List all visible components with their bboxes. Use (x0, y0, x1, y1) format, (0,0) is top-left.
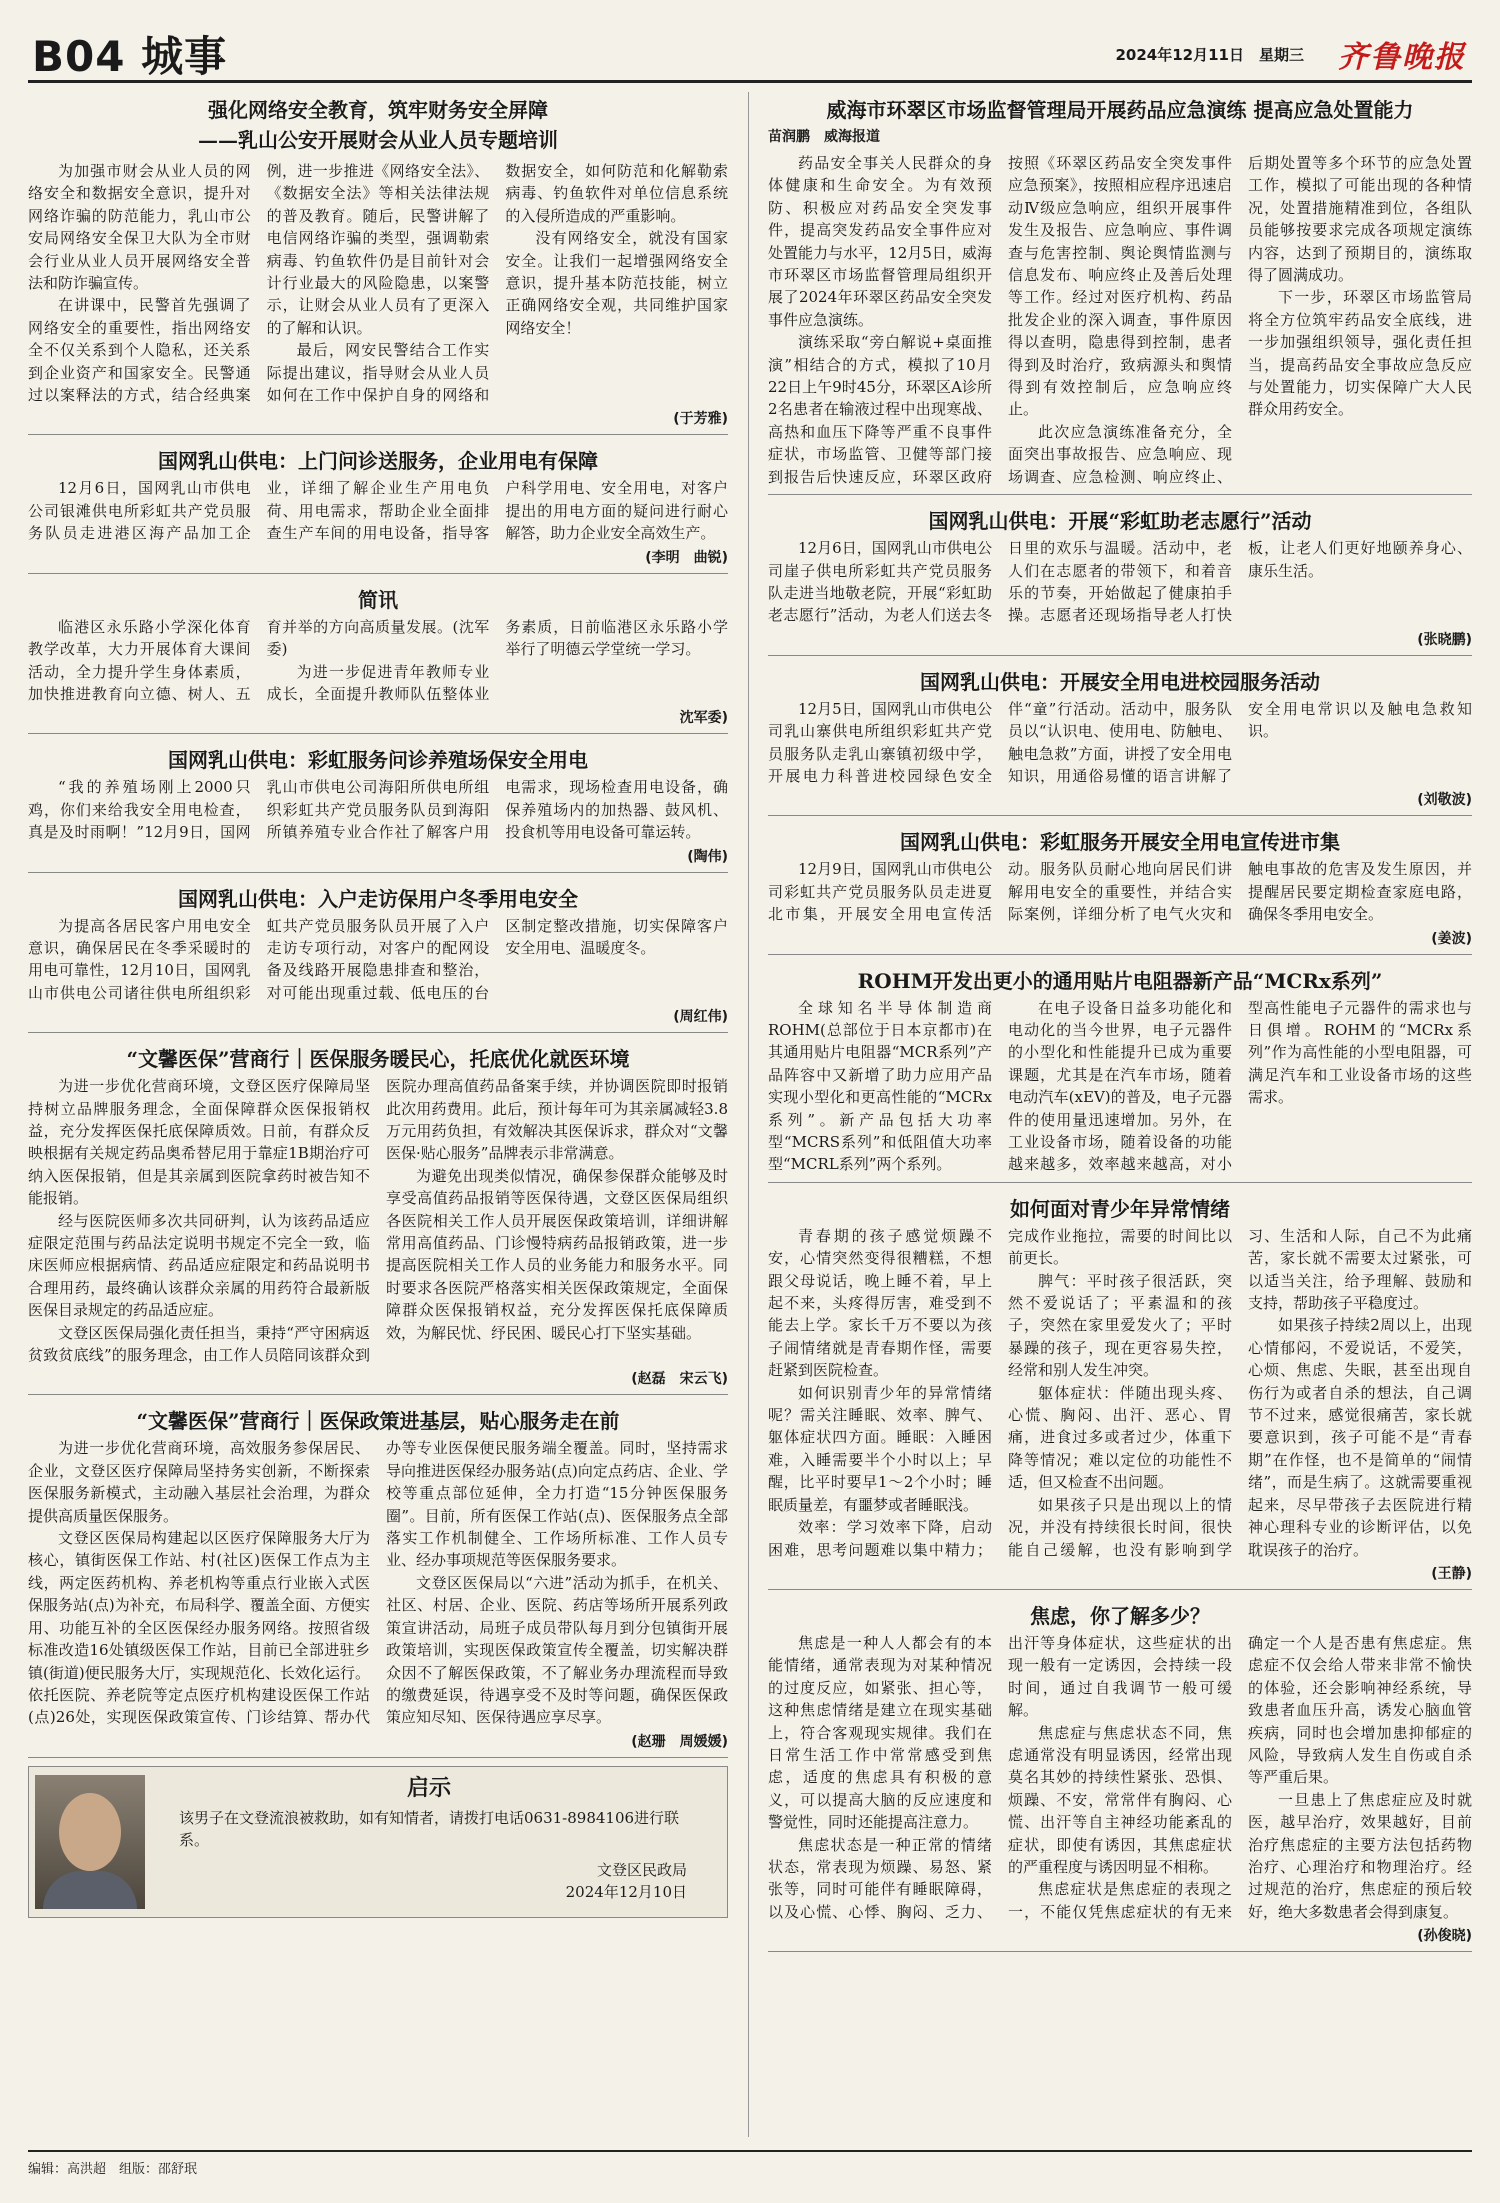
article-body (768, 152, 1472, 488)
article (768, 92, 1472, 495)
article-body (28, 915, 728, 1005)
paragraph: 躯体症状：伴随出现头疼、心慌、胸闷、出汗、恶心、胃痛，进食过多或者过少，体重下降等情况；难以定位的功能性不适，但又检查不出问题。 (1008, 1383, 1232, 1492)
article (28, 92, 728, 435)
article (768, 963, 1472, 1183)
notice-body: 该男子在文登流浪被救助，如有知情者，请拨打电话0631-8984106进行联系。 (179, 1808, 680, 1849)
article-body (28, 477, 728, 544)
missing-person-photo (35, 1775, 145, 1909)
paragraph: “我的养殖场刚上2000只鸡，你们来给我安全用电检查，真是及时雨啊！”12月9日，国网乳山市供电公司海阳所供电所组织彩虹共产党员服务队员到海阳所镇养殖专业合作社了解客户用电需求，现场检查用电设备，确保养殖场内的加热器、鼓风机、投食机等用电设备可靠运转。 (28, 778, 728, 842)
newspaper-logo: 齐鲁晚报 (1338, 40, 1466, 75)
article-body (28, 160, 728, 406)
article-signature: (李明 曲锐) (645, 549, 728, 566)
paragraph: 焦虑是一种人人都会有的本能情绪，通常表现为对某种情况的过度反应，如紧张、担心等，这种焦虑情绪是建立在现实基础上，符合客观现实规律。我们在日常生活工作中常常感受到焦虑，适度的焦虑具有积极的意义，可以提高大脑的反应速度和警觉性，同时还能提高注意力。 (768, 1633, 992, 1832)
article-body (768, 997, 1472, 1176)
article-body (768, 1225, 1472, 1561)
paragraph: 此次应急演练准备充分，全面突出事故报告、应急响应、现场调查、应急检测、响应终止、后期处置等多个环节的应急处置工作，模拟了可能出现的各种情况，处置措施精准到位，各组队员能够按要求完成各项规定演练内容，达到了预期目的，演练取得了圆满成功。 (1008, 154, 1472, 486)
paragraph: 焦虑症状是焦虑症的表现之一，不能仅凭焦虑症状的有无来确定一个人是否患有焦虑症。焦虑症不仅会给人带来非常不愉快的体验，还会影响神经系统，导致患者血压升高，诱发心脑血管疾病，同时也会增加患抑郁症的风险，导致病人发生自伤或自杀等严重后果。 (1008, 1633, 1472, 1921)
right-column (768, 92, 1472, 1960)
article-signature: (赵珊 周媛媛) (631, 1733, 728, 1750)
article-title: 简讯 (358, 587, 398, 612)
column-divider (748, 92, 749, 2137)
paragraph: 12月6日，国网乳山市供电公司崖子供电所彩虹共产党员服务队走进当地敬老院，开展“彩虹助老志愿行”活动，为老人们送去冬日里的欢乐与温暖。活动中，老人们在志愿者的带领下，和着音乐的节奏，开始做起了健康拍手操。志愿者还现场指导老人打快板，让老人们更好地颐养身心、康乐生活。 (768, 539, 1472, 625)
article-body (28, 1437, 728, 1728)
body-shape (43, 1871, 137, 1909)
paragraph: 文登区医保局强化责任担当，秉持“严守困病返贫致贫底线”的服务理念，由工作人员陪同该群众到医院办理高值药品备案手续，并协调医院即时报销此次用药费用。此后，预计每年可为其亲属减轻3.8万元用药负担，有效解决其医保诉求，群众对“文馨医保·贴心服务”品牌表示非常满意。 (28, 1077, 728, 1365)
article-signature: (刘敬波) (1417, 792, 1472, 809)
article-body (28, 776, 728, 843)
article (768, 503, 1472, 656)
article-signature: (周红伟) (673, 1009, 728, 1026)
article-signature: (孙俊晓) (1417, 1928, 1472, 1945)
paragraph: 焦虑症与焦虑状态不同，焦虑通常没有明显诱因，经常出现莫名其妙的持续性紧张、恐惧、烦躁、不安，常常伴有胸闷、心慌、出汗等自主神经功能紊乱的症状，即使有诱因，其焦虑症状的严重程度与诱因明显不相称。 (1008, 1723, 1232, 1876)
paragraph: 文登区医保局以“六进”活动为抓手，在机关、社区、村居、企业、医院、药店等场所开展系列政策宣讲活动，局班子成员带队每月到分包镇街开展政策培训，实现医保政策宣传全覆盖，切实解决群众因不了解医保政策，不了解业务办理流程而导致的缴费延误，待遇享受不及时等问题，确保医保政策应知尽知、医保待遇应享尽享。 (386, 1573, 728, 1727)
article-title: “文馨医保”营商行｜医保服务暖民心，托底优化就医环境 (126, 1047, 630, 1072)
article-signature: (张晓鹏) (1417, 631, 1472, 648)
paragraph: 在讲课中，民警首先强调了网络安全的重要性，指出网络安全不仅关系到个人隐私，还关系到企业资产和国家安全。民警通过以案释法的方式，结合经典案例，进一步推进《网络安全法》、《数据安全法》等相关法律法规的普及教育。随后，民警讲解了电信网络诈骗的类型，强调勒索病毒、钓鱼软件仍是目前针对会计行业最大的风险隐患，以案警示，让财会从业人员有了更深入的了解和认识。 (28, 162, 490, 405)
article-signature: (姜波) (1431, 930, 1472, 947)
page-footer: 编辑：高洪超 组版：邵舒珉 (28, 2150, 1472, 2177)
paragraph: 效率：学习效率下降，启动困难，思考问题难以集中精力；完成作业拖拉，需要的时间比以前更长。 (768, 1226, 1232, 1559)
paragraph: 脾气：平时孩子很活跃，突然不爱说话了；平素温和的孩子，突然在家里爱发火了；平时暴躁的孩子，现在更容易失控，经常和别人发生冲突。 (1008, 1271, 1232, 1380)
paragraph: 12月5日，国网乳山市供电公司乳山寨供电所组织彩虹共产党员服务队走乳山寨镇初级中学，开展电力科普进校园绿色安全伴“童”行活动。活动中，服务队员以“认识电、使用电、防触电、触电急救”方面，讲授了安全用电知识，用通俗易懂的语言讲解了安全用电常识以及触电急救知识。 (768, 699, 1472, 785)
article-signature: (于芳雅) (673, 411, 728, 428)
left-column (28, 92, 728, 1918)
paragraph: 如果孩子持续2周以上，出现心情郁闷，不爱说话，不爱笑，心烦、焦虑、失眠，甚至出现自伤行为或者自杀的想法，自己调节不过来，感觉很痛苦，家长就要意识到，孩子可能不是“青春期”在作怪，也不是简单的“闹情绪”，而是生病了。这就需要重视起来，尽早带孩子去医院进行精神心理科专业的诊断评估，以免耽误孩子的治疗。 (1248, 1316, 1472, 1559)
paragraph: 如何识别青少年的异常情绪呢？需关注睡眠、效率、脾气、躯体症状四方面。睡眠：入睡困难，入睡需要半个小时以上；早醒，比平时要早1～2个小时；睡眠质量差，有噩梦或者睡眠浅。 (768, 1383, 992, 1514)
article (28, 1041, 728, 1395)
notice-box (28, 1766, 728, 1918)
paragraph: 为进一步优化营商环境，文登区医疗保障局坚持树立品牌服务理念，全面保障群众医保报销权益，充分发挥医保托底保障质效。日前，有群众反映根据有关规定药品奥希替尼用于靠症1B期治疗可纳入医保报销，但是其亲属到医院拿药时被告知不能报销。 (28, 1077, 370, 1208)
paragraph: 下一步，环翠区市场监管局将全方位筑牢药品安全底线，进一步加强组织领导，强化责任担当，提高药品安全事故应急反应与处置能力，切实保障广大人民群众用药安全。 (1248, 288, 1472, 419)
paragraph: 12月6日，国网乳山市供电公司银滩供电所彩虹共产党员服务队员走进港区海产品加工企业，详细了解企业生产用电负荷、用电需求，帮助企业全面排查生产车间的用电设备，指导客户科学用电、安全用电，对客户提出的用电方面的疑问进行耐心解答，助力企业安全高效生产。 (28, 479, 728, 543)
article-title: 焦虑，你了解多少？ (1030, 1603, 1210, 1628)
article-title: 国网乳山供电：开展安全用电进校园服务活动 (920, 669, 1320, 694)
face-shape (59, 1793, 121, 1871)
paragraph: 为提高各居民客户用电安全意识，确保居民在冬季采暖时的用电可靠性，12月10日，国网乳山市供电公司诸往供电所组织彩虹共产党员服务队员开展了入户走访专项行动，对客户的配网设备及线路开展隐患排查和整治，对可能出现重过载、低电压的台区制定整改措施，切实保障客户安全用电、温暖度冬。 (28, 916, 728, 1002)
article-signature: (赵磊 宋云飞) (631, 1371, 728, 1388)
paragraph: 最后，网安民警结合工作实际提出建议，指导财会从业人员如何在工作中保护自身的网络和数据安全，如何防范和化解勒索病毒、钓鱼软件对单位信息系统的入侵所造成的严重影响。 (266, 162, 728, 405)
paragraph: 为进一步促进青年教师专业成长，全面提升教师队伍整体业务素质，日前临港区永乐路小学举行了明德云学堂统一学习。 (266, 617, 728, 703)
article-body (768, 698, 1472, 788)
article (768, 824, 1472, 954)
notice-org: 文登区民政局 (596, 1860, 687, 1879)
article-signature: 沈军委) (679, 710, 728, 727)
article-title: “文馨医保”营商行｜医保政策进基层，贴心服务走在前 (136, 1409, 620, 1434)
paragraph: 临港区永乐路小学深化体育教学改革，大力开展体育大课间活动，全力提升学生身体素质，加快推进教育向立德、树人、五育并举的方向高质量发展。(沈军委) (28, 617, 490, 703)
paragraph: 全球知名半导体制造商ROHM(总部位于日本京都市)在其通用贴片电阻器“MCR系列”产品阵容中又新增了助力应用产品实现小型化和更高性能的“MCRx系列”。新产品包括大功率型“MCRS系列”和低阻值大功率型“MCRL系列”两个系列。 (768, 998, 992, 1174)
article (28, 1403, 728, 1757)
article-body (768, 1632, 1472, 1923)
article-signature: (王静) (1431, 1565, 1472, 1582)
article-signature: (陶伟) (687, 848, 728, 865)
paragraph: 一旦患上了焦虑症应及时就医，越早治疗，效果越好，目前治疗焦虑症的主要方法包括药物治疗、心理治疗和物理治疗。经过规范的治疗，焦虑症的预后较好，绝大多数患者会得到康复。 (1248, 1790, 1472, 1921)
article (768, 1598, 1472, 1952)
article-body (768, 537, 1472, 627)
article-title: ROHM开发出更小的通用贴片电阻器新产品“MCRx系列” (857, 968, 1383, 993)
notice-date: 2024年12月10日 (565, 1882, 687, 1901)
paragraph: 文登区医保局构建起以区医疗保障服务大厅为核心，镇街医保工作站、村(社区)医保工作点为主线，两定医药机构、养老机构等重点行业嵌入式医保服务站(点)为补充，布局科学、覆盖全面、方便实用、功能互补的全区医保经办服务网络。按照省级标准改造16处镇级医保工作站，目前已全部进驻乡镇(街道)便民服务大厅，实现规范化、长效化运行。依托医院、养老院等定点医疗机构建设医保工作站(点)26处，实现医保政策宣传、门诊结算、帮办代办等专业医保便民服务端全覆盖。同时，坚持需求导向推进医保经办服务站(点)向定点药店、企业、学校等重点部位延伸，全力打造“15分钟医保服务圈”。目前，所有医保工作站(点)、医保服务点全部落实工作机制健全、工作场所标准、工作人员专业、经办事项规范等医保服务要求。 (28, 1439, 728, 1727)
page-number: B04 城事 (32, 32, 228, 81)
paragraph: 青春期的孩子感觉烦躁不安，心情突然变得很糟糕，不想跟父母说话，晚上睡不着，早上起不来，头疼得厉害，难受到不能去上学。家长千万不要以为孩子闹情绪就是青春期作怪，需要赶紧到医院检查。 (768, 1226, 992, 1380)
issue-date: 2024年12月11日 星期三 (1115, 46, 1304, 64)
article (768, 1191, 1472, 1590)
article-title: 威海市环翠区市场监督管理局开展药品应急演练 提高应急处置能力 (826, 98, 1414, 122)
paragraph: 演练采取“旁白解说+桌面推演”相结合的方式，模拟了10月22日上午9时45分，环翠区A诊所2名患者在输液过程中出现寒战、高热和血压下降等严重不良事件症状，市场监管、卫健等部门接到报告后快速反应，环翠区政府按照《环翠区药品安全突发事件应急预案》，按照相应程序迅速启动Ⅳ级应急响应，组织开展事件发生及报告、应急响应、事件调查与危害控制、舆论舆情监测与信息发布、响应终止及善后处理等工作。经过对医疗机构、药品批发企业的深入调查，事件原因得以查明，隐患得到控制，患者得到及时治疗，致病源头和舆情得到有效控制后，应急响应终止。 (768, 154, 1232, 486)
article-title: 如何面对青少年异常情绪 (1010, 1196, 1230, 1221)
paragraph: 焦虑状态是一种正常的情绪状态，常表现为烦躁、易怒、紧张等，同时可能伴有睡眠障碍，以及心慌、心悸、胸闷、乏力、出汗等身体症状，这些症状的出现一般有一定诱因，会持续一段时间，通过自我调节一般可缓解。 (768, 1633, 1232, 1921)
paragraph: 为进一步优化营商环境，高效服务参保居民、企业，文登区医疗保障局坚持务实创新，不断探索医保服务新模式，主动融入基层社会治理，为群众提供高质量医保服务。 (28, 1439, 370, 1525)
article-subtitle: ——乳山公安开展财会从业人员专题培训 (198, 128, 558, 152)
article (768, 664, 1472, 817)
article-body (28, 1075, 728, 1366)
page-header (28, 22, 1472, 83)
notice-title: 启示 (406, 1774, 451, 1801)
paragraph: 在电子设备日益多功能化和电动化的当今世界，电子元器件的小型化和性能提升已成为重要课题，尤其是在汽车市场，随着电动汽车(xEV)的普及，电子元器件的使用量迅速增加。另外，在工业设备市场，随着设备的功能越来越多，效率越来越高，对小型高性能电子元器件的需求也与日俱增。ROHM的“MCRx系列”作为高性能的小型电阻器，可满足汽车和工业设备市场的这些需求。 (1008, 998, 1472, 1174)
paragraph: 药品安全事关人民群众的身体健康和生命安全。为有效预防、积极应对药品安全突发事件，提高突发药品安全事件应对处置能力与水平，12月5日，威海市环翠区市场监督管理局组织开展了2024年环翠区药品安全突发事件应急演练。 (768, 154, 992, 329)
article-byline: 苗润鹏 威海报道 (768, 129, 880, 145)
article-title: 强化网络安全教育，筑牢财务安全屏障 (208, 98, 548, 122)
article-body (28, 616, 728, 706)
article-title: 国网乳山供电：开展“彩虹助老志愿行”活动 (928, 509, 1312, 534)
article-title: 国网乳山供电：彩虹服务问诊养殖场保安全用电 (168, 748, 588, 773)
paragraph: 12月9日，国网乳山市供电公司彩虹共产党员服务队员走进夏北市集，开展安全用电宣传活动。服务队员耐心地向居民们讲解用电安全的重要性，并结合实际案例，详细分析了电气火灾和触电事故的危害及发生原因，并提醒居民要定期检查家庭电路，确保冬季用电安全。 (768, 860, 1472, 924)
paragraph: 为加强市财会从业人员的网络安全和数据安全意识，提升对网络诈骗的防范能力，乳山市公安局网络安全保卫大队为全市财会行业从业人员开展网络安全普法和防诈骗宣传。 (28, 162, 251, 293)
paragraph: 为避免出现类似情况，确保参保群众能够及时享受高值药品报销等医保待遇，文登区医保局组织各医院相关工作人员开展医保政策培训，详细讲解常用高值药品、门诊慢特病药品报销政策，进一步提高医院相关工作人员的业务能力和服务水平。同时要求各医院严格落实相关医保政策规定，全面保障群众医保报销权益，充分发挥医保托底保障质效，为解民忧、纾民困、暖民心打下坚实基础。 (386, 1166, 728, 1342)
article-title: 国网乳山供电：上门问诊送服务，企业用电有保障 (158, 449, 598, 474)
article-title: 国网乳山供电：入户走访保用户冬季用电安全 (178, 886, 578, 911)
paragraph: 经与医院医师多次共同研判，认为该药品适应症限定范围与药品法定说明书规定不完全一致，临床医师应根据病情、药品适应症限定和药品说明书合理用药，最终确认该群众亲属的用药符合最新版医保目录规定的药品适应症。 (28, 1211, 370, 1320)
article (28, 582, 728, 735)
article-body (768, 858, 1472, 925)
article (28, 443, 728, 573)
article (28, 742, 728, 872)
notice-signature (566, 1859, 687, 1903)
paragraph: 没有网络安全，就没有国家安全。让我们一起增强网络安全意识，提升基本防范技能，树立正确网络安全观，共同维护国家网络安全！ (505, 229, 728, 337)
article-title: 国网乳山供电：彩虹服务开展安全用电宣传进市集 (900, 830, 1340, 855)
article (28, 881, 728, 1034)
paragraph: 如果孩子只是出现以上的情况，并没有持续很长时间，很快能自己缓解，也没有影响到学习、生活和人际，自己不为此痛苦，家长就不需要太过紧张，可以适当关注，给予理解、鼓励和支持，帮助孩子平稳度过。 (1008, 1226, 1472, 1559)
